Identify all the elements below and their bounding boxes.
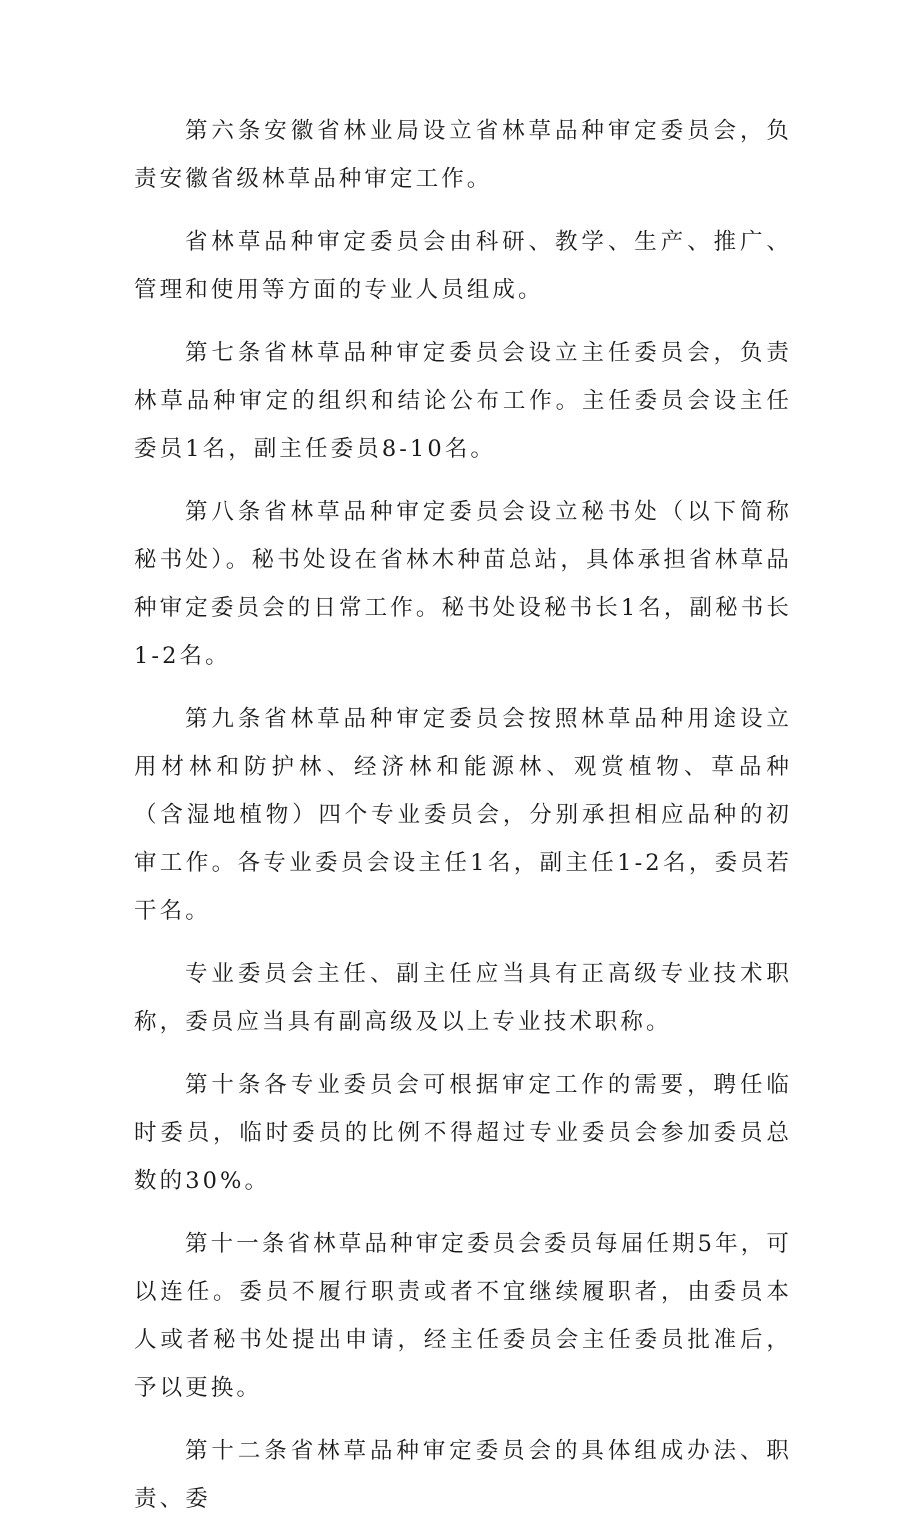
paragraph-article-9: 第九条省林草品种审定委员会按照林草品种用途设立用材林和防护林、经济林和能源林、观赏植物、草品种（含湿地植物）四个专业委员会，分别承担相应品种的初审工作。各专业委员会设主任1名，副主任1-2名，委员若干名。	[134, 706, 792, 924]
paragraph-article-7: 第七条省林草品种审定委员会设立主任委员会，负责林草品种审定的组织和结论公布工作。主任委员会设主任委员1名，副主任委员8-10名。	[134, 340, 792, 462]
paragraph-committee-qualifications: 专业委员会主任、副主任应当具有正高级专业技术职称，委员应当具有副高级及以上专业技术职称。	[134, 961, 792, 1035]
paragraph-article-6: 第六条安徽省林业局设立省林草品种审定委员会，负责安徽省级林草品种审定工作。	[134, 118, 792, 192]
paragraph-article-10: 第十条各专业委员会可根据审定工作的需要，聘任临时委员，临时委员的比例不得超过专业委员会参加委员总数的30%。	[134, 1072, 792, 1194]
paragraph-article-8: 第八条省林草品种审定委员会设立秘书处（以下简称秘书处）。秘书处设在省林木种苗总站，具体承担省林草品种审定委员会的日常工作。秘书处设秘书长1名，副秘书长1-2名。	[134, 499, 792, 669]
paragraph-committee-composition: 省林草品种审定委员会由科研、教学、生产、推广、管理和使用等方面的专业人员组成。	[134, 229, 792, 303]
paragraph-article-11: 第十一条省林草品种审定委员会委员每届任期5年，可以连任。委员不履行职责或者不宜继续履职者，由委员本人或者秘书处提出申请，经主任委员会主任委员批准后，予以更换。	[134, 1231, 792, 1401]
document-body	[134, 107, 792, 1538]
paragraph-article-12: 第十二条省林草品种审定委员会的具体组成办法、职责、委	[134, 1438, 792, 1512]
